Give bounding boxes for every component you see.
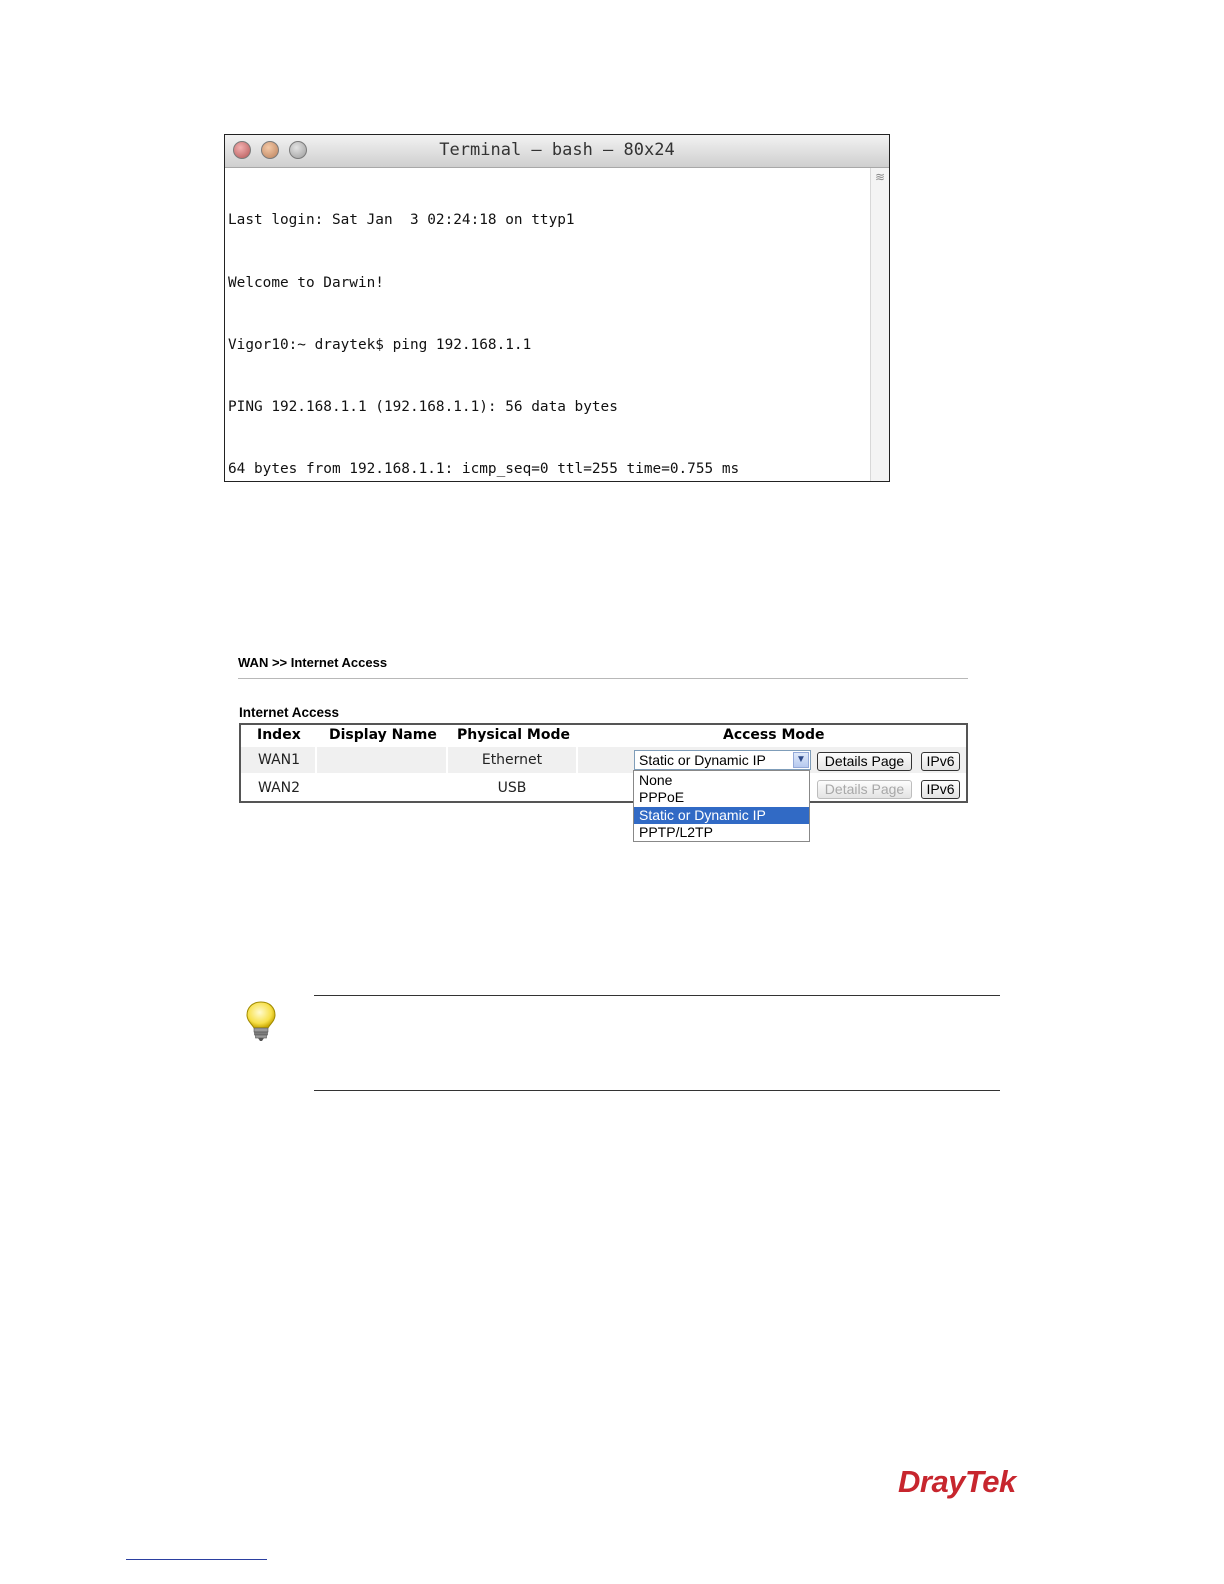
terminal-output[interactable] xyxy=(228,169,867,481)
column-header-display-name: Display Name xyxy=(329,727,437,743)
wan2-details-page-button: Details Page xyxy=(817,780,912,799)
logo-text-dray: Dray xyxy=(898,1464,965,1499)
logo-text-tek: Tek xyxy=(964,1464,1016,1499)
dropdown-option-none[interactable]: None xyxy=(639,772,673,788)
footer-link-rule xyxy=(126,1559,267,1560)
lightbulb-icon xyxy=(244,1000,278,1042)
access-mode-value: Static or Dynamic IP xyxy=(639,752,766,768)
column-header-physical-mode: Physical Mode xyxy=(457,727,570,743)
wan2-ipv6-button[interactable]: IPv6 xyxy=(921,780,960,799)
wan1-index: WAN1 xyxy=(258,752,301,768)
terminal-scrollbar[interactable] xyxy=(870,168,889,481)
resize-grip-icon[interactable]: ≋ xyxy=(874,170,886,184)
wan1-access-mode-select[interactable] xyxy=(634,750,811,770)
dropdown-option-pptp-l2tp[interactable]: PPTP/L2TP xyxy=(639,824,713,840)
wan2-physical-mode: USB xyxy=(497,780,527,796)
terminal-line: PING 192.168.1.1 (192.168.1.1): 56 data bytes xyxy=(228,398,618,415)
wan1-physical-mode: Ethernet xyxy=(481,752,543,768)
column-header-index: Index xyxy=(257,727,301,743)
breadcrumb: WAN >> Internet Access xyxy=(238,655,388,670)
dropdown-option-static-dynamic-ip[interactable]: Static or Dynamic IP xyxy=(634,807,809,824)
wan2-index: WAN2 xyxy=(258,780,301,796)
draytek-logo xyxy=(898,1464,1016,1500)
terminal-line: Vigor10:~ draytek$ ping 192.168.1.1 xyxy=(228,336,532,353)
terminal-window xyxy=(224,134,890,482)
section-title: Internet Access xyxy=(239,705,340,720)
terminal-line: Last login: Sat Jan 3 02:24:18 on ttyp1 xyxy=(228,212,575,229)
chevron-down-icon[interactable]: ▼ xyxy=(793,752,809,768)
tip-top-rule xyxy=(314,995,1000,996)
dropdown-option-pppoe[interactable]: PPPoE xyxy=(639,789,685,805)
terminal-titlebar xyxy=(225,135,889,168)
wan1-ipv6-button[interactable]: IPv6 xyxy=(921,752,960,771)
terminal-title: Terminal — bash — 80x24 xyxy=(439,140,675,160)
terminal-line: Welcome to Darwin! xyxy=(228,274,384,291)
tip-bottom-rule xyxy=(314,1090,1000,1091)
wan1-details-page-button[interactable]: Details Page xyxy=(817,752,912,771)
access-mode-dropdown-list[interactable] xyxy=(633,770,810,842)
terminal-line: 64 bytes from 192.168.1.1: icmp_seq=0 ttl=255 time=0.755 ms xyxy=(228,460,740,477)
column-header-access-mode: Access Mode xyxy=(723,727,825,743)
divider xyxy=(238,678,968,679)
cell-divider xyxy=(315,747,317,773)
internet-access-table xyxy=(239,723,968,803)
